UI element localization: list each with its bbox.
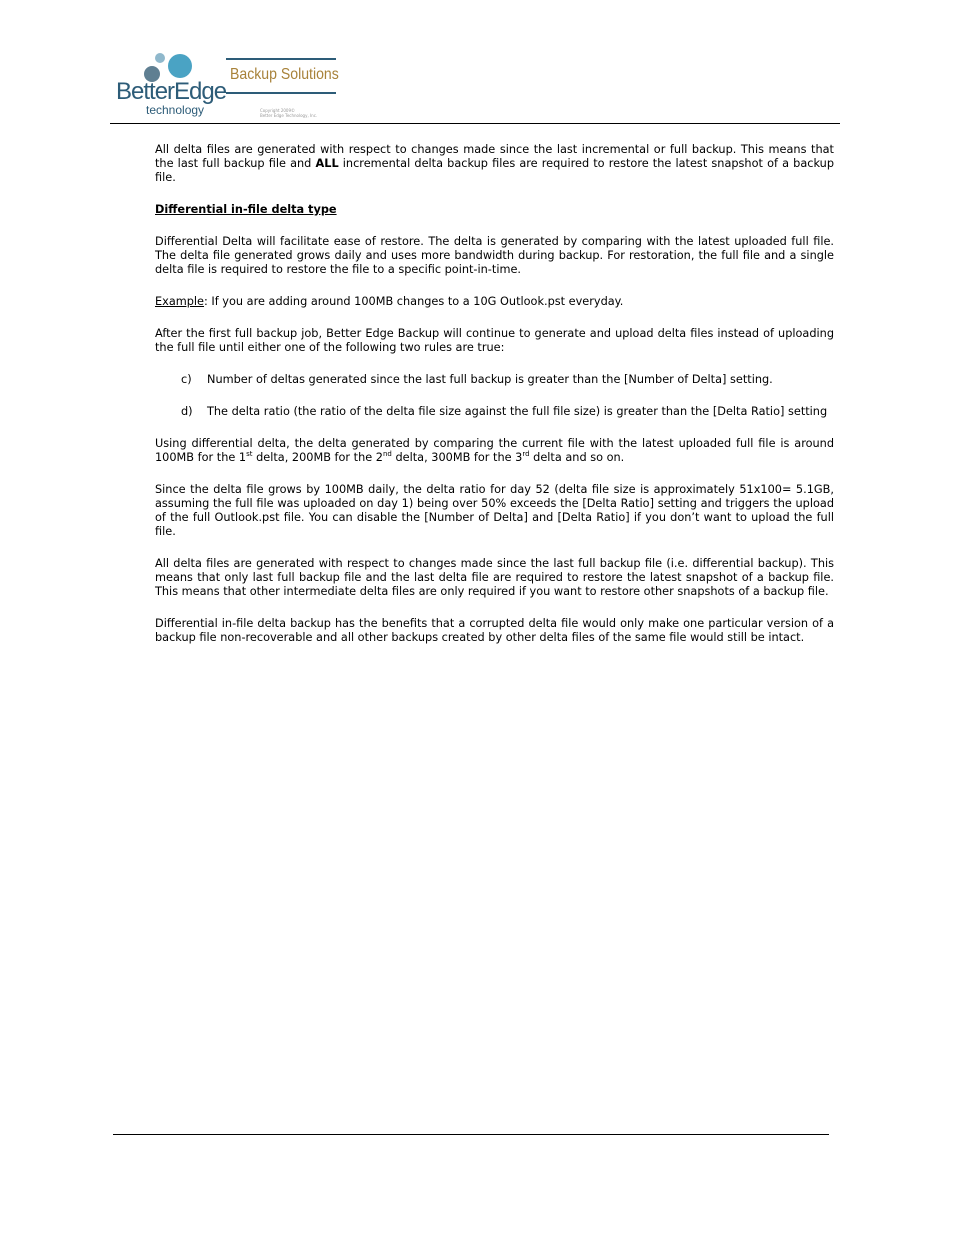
paragraph-benefits: Differential in-file delta backup has the benefits that a corrupted delta file would only make one particular version of a backup file non-recoverable and all other backups created by other delta files of the same file would still be intact. bbox=[155, 617, 834, 644]
tagline: Backup Solutions bbox=[230, 66, 339, 83]
paragraph-differential-sizes: Using differential delta, the delta generated by comparing the current file with the latest uploaded full file is around 100MB for the 1st delta, 200MB for the 2nd delta, 300MB for the 3rd delta and so on. bbox=[155, 437, 834, 464]
copyright-line-1: Copyright 2009© bbox=[260, 108, 295, 113]
paragraph-rules-intro: After the first full backup job, Better Edge Backup will continue to generate and upload delta files instead of uploading the full file until either one of the following two rules are true: bbox=[155, 327, 834, 354]
copyright-note bbox=[260, 108, 317, 118]
document-body bbox=[155, 143, 834, 663]
footer-divider bbox=[113, 1134, 829, 1135]
list-item bbox=[155, 373, 834, 387]
brand-subtitle: technology bbox=[146, 103, 205, 117]
section-heading: Differential in-file delta type bbox=[155, 203, 337, 216]
header-divider bbox=[110, 123, 840, 124]
list-item-text: The delta ratio (the ratio of the delta file size against the full file size) is greater than the [Delta Ratio] setting bbox=[207, 405, 828, 418]
list-marker: c) bbox=[181, 373, 192, 386]
paragraph-example: Example: If you are adding around 100MB changes to a 10G Outlook.pst everyday. bbox=[155, 295, 624, 308]
page-header bbox=[110, 44, 840, 124]
list-item-text: Number of deltas generated since the last full backup is greater than the [Number of Delta] setting. bbox=[207, 373, 773, 386]
list-item bbox=[155, 405, 834, 419]
brand-name: BetterEdge bbox=[116, 78, 227, 105]
paragraph-delta-ratio: Since the delta file grows by 100MB daily, the delta ratio for day 52 (delta file size is approximately 51x100= 5.1GB, assuming the full file was uploaded on day 1) being over 50% exceeds the [Delta Ratio] setting and triggers the upload of the full Outlook.pst file. You can disable the [Number of Delta] and [Delta Ratio] if you don’t want to upload the full file. bbox=[155, 483, 834, 538]
paragraph-full-backup: All delta files are generated with respect to changes made since the last full backup file (i.e. differential backup). This means that only last full backup file and the last delta file are required to restore the latest snapshot of a backup file. This means that other intermediate delta files are only required if you want to restore other snapshots of a backup file. bbox=[155, 557, 834, 598]
paragraph-differential-intro: Differential Delta will facilitate ease of restore. The delta is generated by comparing with the latest uploaded full file. The delta file generated grows daily and uses more bandwidth during backup. For restoration, the full file and a single delta file is required to restore the file to a specific point-in-time. bbox=[155, 235, 834, 276]
tagline-box bbox=[226, 58, 339, 94]
list-marker: d) bbox=[181, 405, 193, 418]
example-label: Example bbox=[155, 295, 205, 308]
emphasis-all: ALL bbox=[315, 157, 339, 170]
copyright-line-2: Better Edge Technology, Inc. bbox=[260, 113, 318, 118]
paragraph-incremental: All delta files are generated with respect to changes made since the last incremental or full backup. This means that the last full backup file and ALL incremental delta backup files are required to restore the latest snapshot of a backup file. bbox=[155, 143, 834, 184]
